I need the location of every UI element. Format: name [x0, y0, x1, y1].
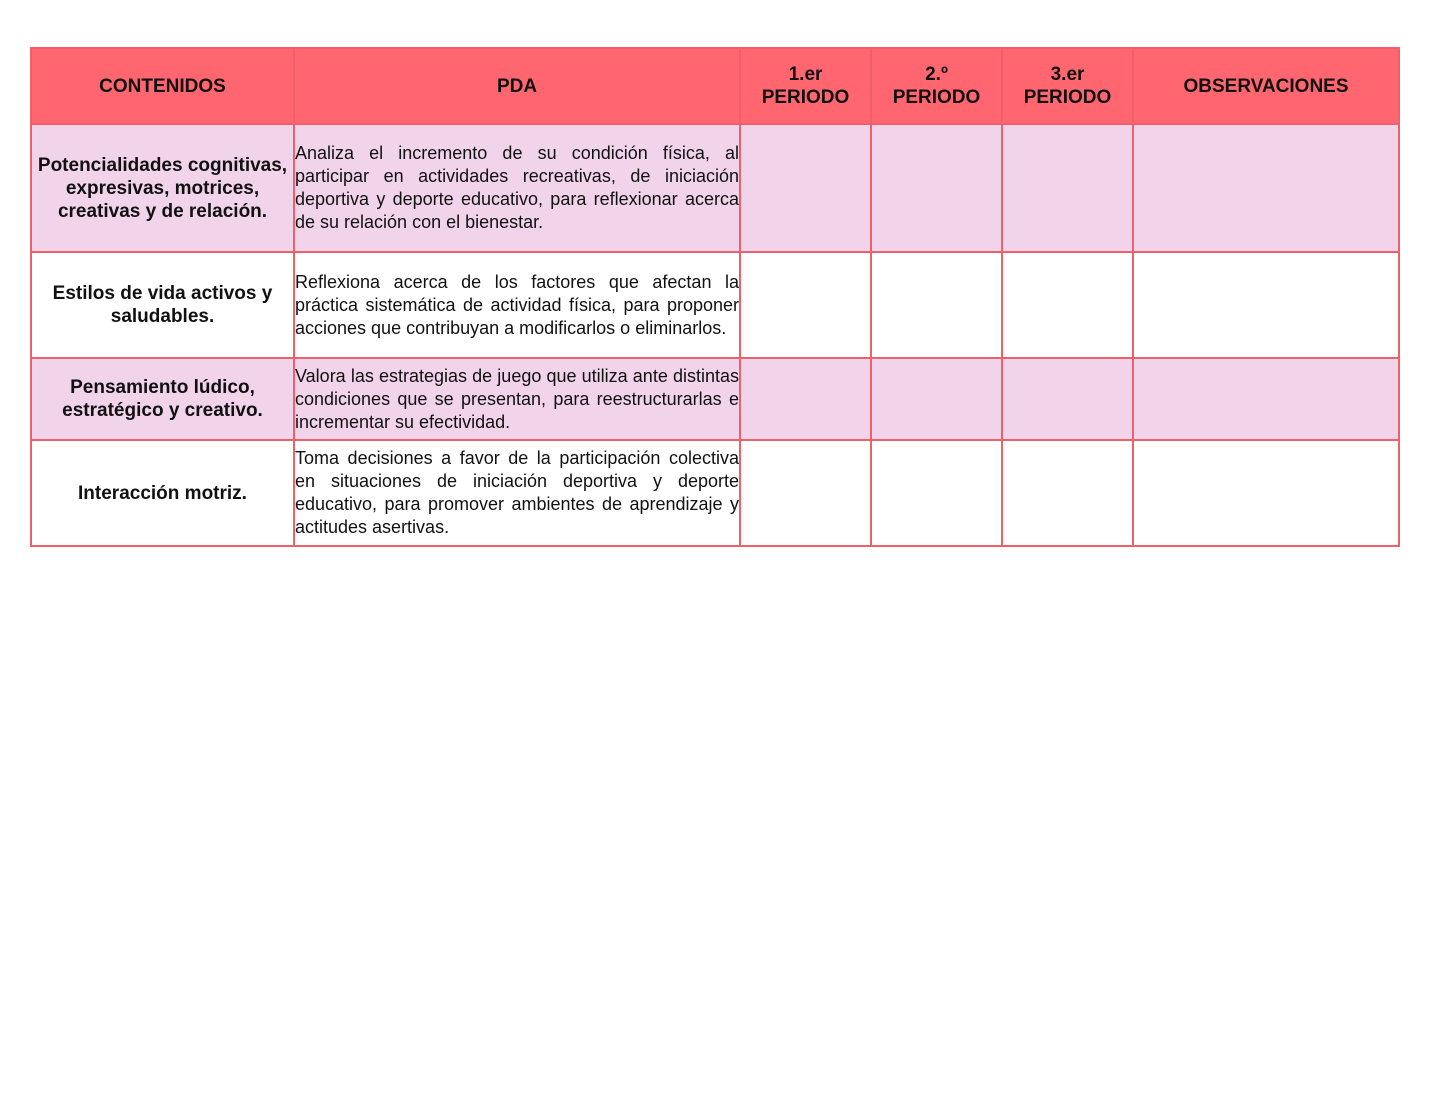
header-periodo-3-line1: 3.er — [1050, 64, 1085, 85]
periodo-2-cell[interactable] — [871, 124, 1002, 252]
periodo-2-cell[interactable] — [871, 358, 1002, 440]
contenido-cell: Pensamiento lúdico, estratégico y creativo. — [31, 358, 294, 440]
header-periodo-2-line2: PERIODO — [892, 87, 981, 108]
contenido-cell: Potencialidades cognitivas, expresivas, motrices, creativas y de relación. — [31, 124, 294, 252]
header-periodo-1-line2: PERIODO — [761, 87, 850, 108]
evaluation-table — [30, 47, 1400, 547]
header-contenidos: CONTENIDOS — [31, 48, 294, 124]
periodo-2-cell[interactable] — [871, 440, 1002, 546]
header-observaciones: OBSERVACIONES — [1133, 48, 1399, 124]
table-body — [31, 124, 1399, 546]
observaciones-cell[interactable] — [1133, 358, 1399, 440]
periodo-3-cell[interactable] — [1002, 358, 1133, 440]
header-pda: PDA — [294, 48, 740, 124]
pda-cell: Valora las estrategias de juego que utiliza ante distintas condiciones que se presentan, para reestructurarlas e incrementar su efectividad. — [294, 358, 740, 440]
header-periodo-1-line1: 1.er — [788, 64, 823, 85]
periodo-1-cell[interactable] — [740, 440, 871, 546]
table-row — [31, 124, 1399, 252]
periodo-1-cell[interactable] — [740, 124, 871, 252]
table-header — [31, 48, 1399, 124]
periodo-2-cell[interactable] — [871, 252, 1002, 358]
evaluation-sheet — [30, 47, 1398, 547]
header-periodo-3 — [1002, 48, 1133, 124]
periodo-3-cell[interactable] — [1002, 440, 1133, 546]
table-row — [31, 440, 1399, 546]
table-row — [31, 252, 1399, 358]
pda-cell: Toma decisiones a favor de la participación colectiva en situaciones de iniciación deportiva y deporte educativo, para promover ambientes de aprendizaje y actitudes asertivas. — [294, 440, 740, 546]
periodo-1-cell[interactable] — [740, 252, 871, 358]
observaciones-cell[interactable] — [1133, 252, 1399, 358]
pda-cell: Reflexiona acerca de los factores que afectan la práctica sistemática de actividad física, para proponer acciones que contribuyan a modificarlos o eliminarlos. — [294, 252, 740, 358]
periodo-3-cell[interactable] — [1002, 124, 1133, 252]
header-periodo-2 — [871, 48, 1002, 124]
header-periodo-3-line2: PERIODO — [1023, 87, 1112, 108]
periodo-3-cell[interactable] — [1002, 252, 1133, 358]
contenido-cell: Interacción motriz. — [31, 440, 294, 546]
header-periodo-1 — [740, 48, 871, 124]
periodo-1-cell[interactable] — [740, 358, 871, 440]
header-row — [31, 48, 1399, 124]
contenido-cell: Estilos de vida activos y saludables. — [31, 252, 294, 358]
header-periodo-2-line1: 2.º — [925, 64, 948, 85]
table-row — [31, 358, 1399, 440]
pda-cell: Analiza el incremento de su condición física, al participar en actividades recreativas, de iniciación deportiva y deporte educativo, para reflexionar acerca de su relación con el bienestar. — [294, 124, 740, 252]
observaciones-cell[interactable] — [1133, 440, 1399, 546]
observaciones-cell[interactable] — [1133, 124, 1399, 252]
